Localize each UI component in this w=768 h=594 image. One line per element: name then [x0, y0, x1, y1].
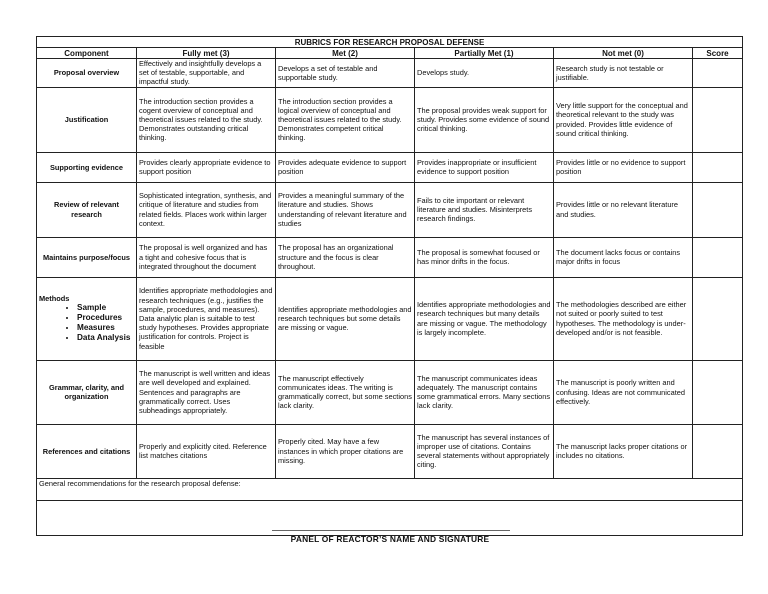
rubric-table	[36, 36, 743, 536]
score-cell[interactable]	[693, 424, 743, 478]
not-met-cell: The methodologies described are either not suited or poorly suited to test hypotheses. The methodology is under-developed and/or is not feasible.	[554, 277, 693, 360]
signature-line	[272, 530, 510, 531]
header-not-met: Not met (0)	[554, 48, 693, 59]
partially-met-cell: Fails to cite important or relevant literature and studies. Misinterprets research findings.	[415, 182, 554, 237]
component-label: Review of relevant research	[37, 182, 137, 237]
title-row	[37, 37, 743, 48]
not-met-cell: Research study is not testable or justifiable.	[554, 59, 693, 88]
met-cell: The proposal has an organizational structure and the focus is clear throughout.	[276, 237, 415, 277]
methods-list	[39, 303, 134, 344]
partially-met-cell: The proposal provides weak support for study. Provides some evidence of sound critical thinking.	[415, 87, 554, 152]
component-label: Maintains purpose/focus	[37, 237, 137, 277]
score-cell[interactable]	[693, 277, 743, 360]
row-review-of-relevant-research	[37, 182, 743, 237]
not-met-cell: Very little support for the conceptual and theoretical relevant to the study was provided. Provides little evidence of sound critical thinking.	[554, 87, 693, 152]
met-cell: Identifies appropriate methodologies and research techniques but some details are missing or vague.	[276, 277, 415, 360]
methods-item: • Measures	[77, 323, 134, 333]
signature-label: PANEL OF REACTOR’S NAME AND SIGNATURE	[290, 534, 490, 544]
score-cell[interactable]	[693, 360, 743, 424]
met-cell: The introduction section provides a logical overview of conceptual and theoretical issues related to the study. Demonstrates competent critical thinking.	[276, 87, 415, 152]
met-cell: Develops a set of testable and supportable study.	[276, 59, 415, 88]
fully-met-cell: Sophisticated integration, synthesis, and critique of literature and studies from related fields. Places work within larger context.	[137, 182, 276, 237]
score-cell[interactable]	[693, 237, 743, 277]
partially-met-cell: Identifies appropriate methodologies and research techniques but many details are missing or vague. The methodology is largely incomplete.	[415, 277, 554, 360]
header-met: Met (2)	[276, 48, 415, 59]
score-cell[interactable]	[693, 182, 743, 237]
partially-met-cell: The manuscript communicates ideas adequately. The manuscript contains some grammatical errors. Many sections lack clarity.	[415, 360, 554, 424]
methods-item: • Sample	[77, 303, 134, 313]
component-label: Methods	[39, 293, 70, 303]
row-grammar-clarity-organization	[37, 360, 743, 424]
not-met-cell: The document lacks focus or contains major drifts in focus	[554, 237, 693, 277]
header-row	[37, 48, 743, 59]
row-methods	[37, 277, 743, 360]
row-supporting-evidence	[37, 152, 743, 182]
fully-met-cell: Provides clearly appropriate evidence to support position	[137, 152, 276, 182]
score-cell[interactable]	[693, 59, 743, 88]
met-cell: Provides a meaningful summary of the literature and studies. Shows understanding of relevant literature and studies	[276, 182, 415, 237]
fully-met-cell: The introduction section provides a cogent overview of conceptual and theoretical issues related to the study. Demonstrates outstanding critical thinking.	[137, 87, 276, 152]
header-fully-met: Fully met (3)	[137, 48, 276, 59]
not-met-cell: The manuscript lacks proper citations or includes no citations.	[554, 424, 693, 478]
recommendations-row	[37, 478, 743, 500]
met-cell: Provides adequate evidence to support position	[276, 152, 415, 182]
row-proposal-overview	[37, 59, 743, 88]
row-maintains-purpose-focus	[37, 237, 743, 277]
score-cell[interactable]	[693, 87, 743, 152]
fully-met-cell: The manuscript is well written and ideas are well developed and explained. Sentences and paragraphs are grammatically correct. Uses subheadings appropriately.	[137, 360, 276, 424]
methods-item: • Procedures	[77, 313, 134, 323]
met-cell: The manuscript effectively communicates ideas. The writing is grammatically correct, but some sections lack clarity.	[276, 360, 415, 424]
header-partially-met: Partially Met (1)	[415, 48, 554, 59]
row-references-and-citations	[37, 424, 743, 478]
score-cell[interactable]	[693, 152, 743, 182]
not-met-cell: Provides little or no relevant literature and studies.	[554, 182, 693, 237]
partially-met-cell: Develops study.	[415, 59, 554, 88]
component-label: References and citations	[37, 424, 137, 478]
fully-met-cell: The proposal is well organized and has a tight and cohesive focus that is integrated throughout the document	[137, 237, 276, 277]
recommendations-label[interactable]: General recommendations for the research proposal defense:	[37, 478, 743, 500]
partially-met-cell: The manuscript has several instances of improper use of citations. Contains several statements without appropriately citing.	[415, 424, 554, 478]
fully-met-cell: Effectively and insightfully develops a set of testable, supportable, and impactful study.	[137, 59, 276, 88]
row-justification	[37, 87, 743, 152]
component-label: Supporting evidence	[37, 152, 137, 182]
component-label: Grammar, clarity, and organization	[37, 360, 137, 424]
fully-met-cell: Properly and explicitly cited. Reference list matches citations	[137, 424, 276, 478]
met-cell: Properly cited. May have a few instances in which proper citations are missing.	[276, 424, 415, 478]
header-score: Score	[693, 48, 743, 59]
partially-met-cell: The proposal is somewhat focused or has minor drifts in the focus.	[415, 237, 554, 277]
not-met-cell: The manuscript is poorly written and confusing. Ideas are not communicated effectively.	[554, 360, 693, 424]
rubric-title: RUBRICS FOR RESEARCH PROPOSAL DEFENSE	[37, 37, 743, 48]
not-met-cell: Provides little or no evidence to support position	[554, 152, 693, 182]
component-label: Proposal overview	[37, 59, 137, 88]
header-component: Component	[37, 48, 137, 59]
component-label: Justification	[37, 87, 137, 152]
fully-met-cell: Identifies appropriate methodologies and research techniques (e.g., justifies the sample, procedures, and measures). Data analytic plan is suitable to test study hypotheses. Provides appropriate justification for controls. Project is feasible	[137, 277, 276, 360]
partially-met-cell: Provides inappropriate or insufficient evidence to support position	[415, 152, 554, 182]
methods-component-cell	[37, 277, 137, 360]
methods-item: • Data Analysis	[77, 333, 134, 343]
